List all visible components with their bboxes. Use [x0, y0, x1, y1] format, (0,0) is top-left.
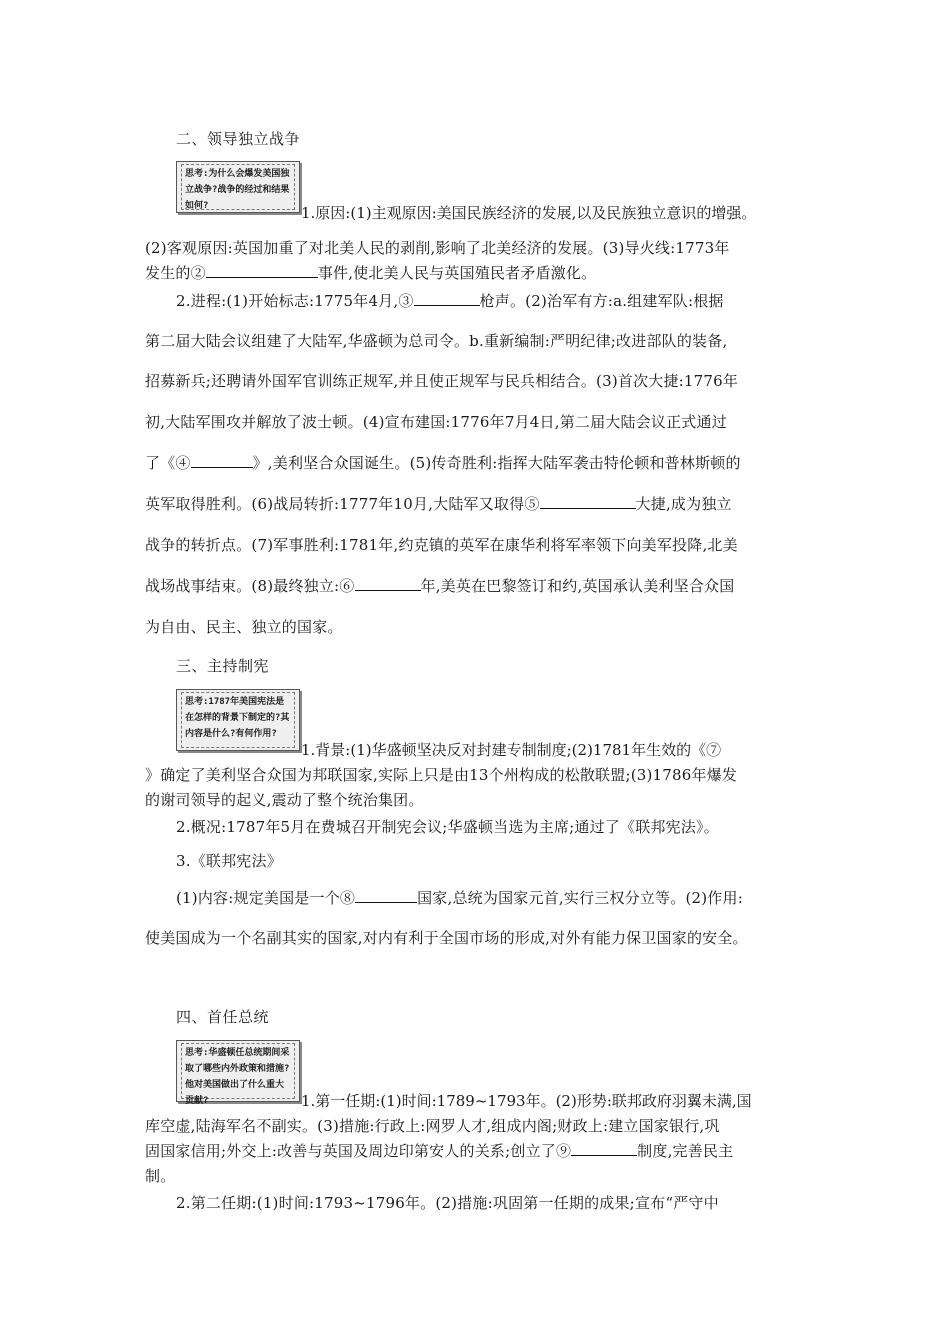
paragraph-line: 3.《联邦宪法》	[176, 852, 282, 870]
paragraph-line	[176, 887, 743, 908]
line-text: 枪声。(2)治军有方:a.组建军队:根据	[479, 292, 724, 310]
think-box-constitution	[176, 689, 300, 751]
think-box-text: 思考:1787年美国宪法是在怎样的背景下制定的?其内容是什么?有何作用?	[181, 692, 295, 748]
paragraph-line	[145, 493, 732, 514]
paragraph-line: 初,大陆军围攻并解放了波士顿。(4)宣布建国:1776年7月4日,第二届大陆会议正式通过	[145, 413, 727, 431]
line-text: 大捷,成为独立	[635, 495, 732, 513]
think-box-first-president	[176, 1040, 300, 1106]
paragraph-line	[145, 1140, 733, 1161]
line-text: 2.进程:(1)开始标志:1775年4月,③	[176, 292, 414, 310]
fill-blank-2[interactable]	[206, 264, 318, 278]
fill-blank-3[interactable]	[414, 292, 480, 306]
paragraph-line: 1.背景:(1)华盛顿坚决反对封建专制制度;(2)1781年生效的《⑦	[301, 741, 722, 759]
fill-blank-4[interactable]	[191, 454, 253, 468]
paragraph-line: 1.原因:(1)主观原因:美国民族经济的发展,以及民族独立意识的增强。	[301, 204, 757, 222]
line-text: (1)内容:规定美国是一个⑧	[176, 889, 356, 907]
line-text: 英军取得胜利。(6)战局转折:1777年10月,大陆军又取得⑤	[145, 495, 540, 513]
line-text: 事件,使北美人民与英国殖民者矛盾激化。	[317, 264, 597, 282]
line-text: 制度,完善民主	[637, 1142, 734, 1160]
paragraph-line: 招募新兵;还聘请外国军官训练正规军,并且使正规军与民兵相结合。(3)首次大捷:1776年	[145, 372, 739, 390]
paragraph-line: 库空虚,陆海军名不副实。(3)措施:行政上:网罗人才,组成内阁;财政上:建立国家银行,巩	[145, 1117, 720, 1135]
paragraph-line: 2.第二任期:(1)时间:1793~1796年。(2)措施:巩固第一任期的成果;宣布“严守中	[176, 1194, 719, 1212]
paragraph-line: 战争的转折点。(7)军事胜利:1781年,约克镇的英军在康华利将军率领下向美军投降,北美	[145, 536, 738, 554]
fill-blank-8[interactable]	[355, 889, 417, 903]
think-box-independence-war	[176, 161, 300, 213]
paragraph-line: 2.概况:1787年5月在费城召开制宪会议;华盛顿当选为主席;通过了《联邦宪法》。	[176, 818, 719, 836]
think-box-text: 思考:为什么会爆发美国独立战争?战争的经过和结果如何?	[181, 164, 295, 210]
section-heading-constitution: 三、主持制宪	[176, 657, 270, 675]
line-text: 固国家信用;外交上:改善与英国及周边印第安人的关系;创立了⑨	[145, 1142, 572, 1160]
section-heading-independence-war: 二、领导独立战争	[176, 130, 301, 148]
paragraph-line: 为自由、民主、独立的国家。	[145, 618, 343, 636]
think-box-text: 思考:华盛顿任总统期间采取了哪些内外政策和措施?他对美国做出了什么重大贡献?	[181, 1043, 295, 1099]
paragraph-line: 使美国成为一个名副其实的国家,对内有利于全国市场的形成,对外有能力保卫国家的安全。	[145, 929, 748, 947]
paragraph-line: (2)客观原因:英国加重了对北美人民的剥削,影响了北美经济的发展。(3)导火线:1773年	[145, 239, 730, 257]
line-text: 了《④	[145, 454, 191, 472]
paragraph-line: 第二届大陆会议组建了大陆军,华盛顿为总司令。b.重新编制:严明纪律;改进部队的装备,	[145, 332, 728, 350]
paragraph-line: 1.第一任期:(1)时间:1789~1793年。(2)形势:联邦政府羽翼未满,国	[301, 1092, 752, 1110]
line-text: 发生的②	[145, 264, 206, 282]
paragraph-line	[176, 290, 724, 311]
line-text: 国家,总统为国家元首,实行三权分立等。(2)作用:	[417, 889, 743, 907]
line-text: 战场战事结束。(8)最终独立:⑥	[145, 577, 355, 595]
paragraph-line	[145, 575, 734, 596]
fill-blank-9[interactable]	[571, 1142, 637, 1156]
paragraph-line	[145, 262, 596, 283]
line-text: 年,美英在巴黎签订和约,英国承认美利坚合众国	[420, 577, 735, 595]
paragraph-line: 制。	[145, 1167, 176, 1185]
paragraph-line: 》确定了美利坚合众国为邦联国家,实际上只是由13个州构成的松散联盟;(3)1786年爆发	[145, 766, 738, 784]
fill-blank-5[interactable]	[540, 495, 636, 509]
section-heading-first-president: 四、首任总统	[176, 1008, 270, 1026]
paragraph-line: 的谢司领导的起义,震动了整个统治集团。	[145, 791, 424, 809]
fill-blank-6[interactable]	[355, 577, 421, 591]
line-text: 》,美利坚合众国诞生。(5)传奇胜利:指挥大陆军袭击特伦顿和普林斯顿的	[252, 454, 741, 472]
paragraph-line	[145, 452, 741, 473]
